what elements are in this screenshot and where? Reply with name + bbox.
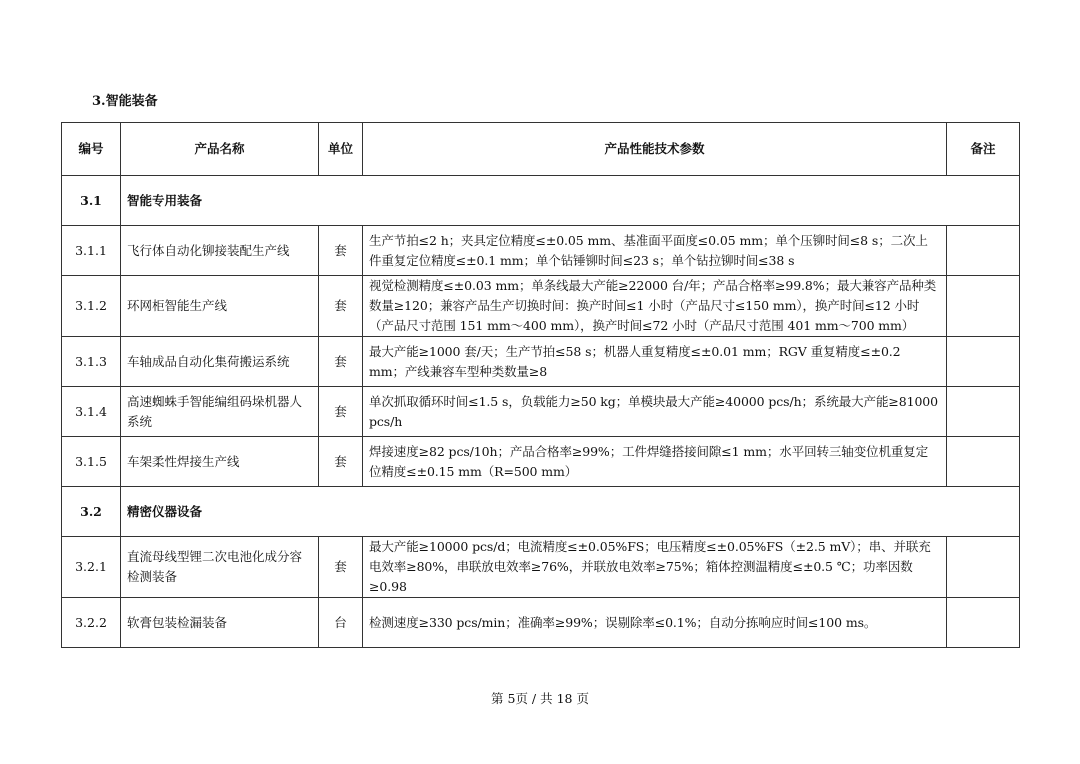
table-row xyxy=(62,276,1020,337)
category-row xyxy=(62,176,1020,226)
category-no: 3.2 xyxy=(62,487,121,537)
row-product-name: 环网柜智能生产线 xyxy=(121,276,319,337)
row-product-name: 车架柔性焊接生产线 xyxy=(121,437,319,487)
row-unit: 套 xyxy=(319,276,363,337)
row-no: 3.1.5 xyxy=(62,437,121,487)
row-spec: 最大产能≥1000 套/天；生产节拍≤58 s；机器人重复精度≤±0.01 mm；RGV 重复精度≤±0.2 mm；产线兼容车型种类数量≥8 xyxy=(363,337,947,387)
page-footer: 第 5页 / 共 18 页 xyxy=(491,691,589,706)
table-header-row xyxy=(62,123,1020,176)
category-row xyxy=(62,487,1020,537)
row-no: 3.1.4 xyxy=(62,387,121,437)
header-remark: 备注 xyxy=(947,123,1020,176)
row-unit: 套 xyxy=(319,537,363,598)
row-no: 3.2.1 xyxy=(62,537,121,598)
row-spec: 视觉检测精度≤±0.03 mm；单条线最大产能≥22000 台/年；产品合格率≥99.8%；最大兼容产品种类数量≥120；兼容产品生产切换时间：换产时间≤1 小时（产品尺寸≤150 mm），换产时间≤12 小时（产品尺寸范围 151 mm～400 mm），换产时间≤72 小时（产品尺寸范围 401 mm～700 mm） xyxy=(363,276,947,337)
section-heading: 3.智能装备 xyxy=(92,94,158,109)
row-remark xyxy=(947,276,1020,337)
header-no: 编号 xyxy=(62,123,121,176)
product-spec-table xyxy=(61,122,1020,648)
row-no: 3.2.2 xyxy=(62,598,121,648)
table-row xyxy=(62,226,1020,276)
row-remark xyxy=(947,387,1020,437)
row-remark xyxy=(947,226,1020,276)
row-product-name: 直流母线型锂二次电池化成分容检测装备 xyxy=(121,537,319,598)
row-unit: 套 xyxy=(319,387,363,437)
category-title: 精密仪器设备 xyxy=(121,487,1020,537)
table-row xyxy=(62,437,1020,487)
table-row xyxy=(62,537,1020,598)
row-remark xyxy=(947,337,1020,387)
row-unit: 套 xyxy=(319,337,363,387)
row-unit: 套 xyxy=(319,226,363,276)
row-product-name: 高速蜘蛛手智能编组码垛机器人系统 xyxy=(121,387,319,437)
table-row xyxy=(62,387,1020,437)
header-unit: 单位 xyxy=(319,123,363,176)
row-unit: 台 xyxy=(319,598,363,648)
row-no: 3.1.1 xyxy=(62,226,121,276)
row-spec: 单次抓取循环时间≤1.5 s，负载能力≥50 kg；单模块最大产能≥40000 pcs/h；系统最大产能≥81000 pcs/h xyxy=(363,387,947,437)
table-row xyxy=(62,598,1020,648)
table-row xyxy=(62,337,1020,387)
row-no: 3.1.2 xyxy=(62,276,121,337)
category-title: 智能专用装备 xyxy=(121,176,1020,226)
category-no: 3.1 xyxy=(62,176,121,226)
row-spec: 最大产能≥10000 pcs/d；电流精度≤±0.05%FS；电压精度≤±0.05%FS（±2.5 mV）；串、并联充电效率≥80%，串联放电效率≥76%，并联放电效率≥75%；箱体控测温精度≤±0.5 ℃；功率因数≥0.98 xyxy=(363,537,947,598)
row-spec: 检测速度≥330 pcs/min；准确率≥99%；误剔除率≤0.1%；自动分拣响应时间≤100 ms。 xyxy=(363,598,947,648)
row-remark xyxy=(947,437,1020,487)
row-remark xyxy=(947,598,1020,648)
row-unit: 套 xyxy=(319,437,363,487)
row-spec: 生产节拍≤2 h；夹具定位精度≤±0.05 mm、基准面平面度≤0.05 mm；单个压铆时间≤8 s；二次上件重复定位精度≤±0.1 mm；单个钻锤铆时间≤23 s；单个钻拉铆时间≤38 s xyxy=(363,226,947,276)
header-product-name: 产品名称 xyxy=(121,123,319,176)
row-spec: 焊接速度≥82 pcs/10h；产品合格率≥99%；工件焊缝搭接间隙≤1 mm；水平回转三轴变位机重复定位精度≤±0.15 mm（R=500 mm） xyxy=(363,437,947,487)
row-product-name: 飞行体自动化铆接装配生产线 xyxy=(121,226,319,276)
row-no: 3.1.3 xyxy=(62,337,121,387)
row-remark xyxy=(947,537,1020,598)
header-spec: 产品性能技术参数 xyxy=(363,123,947,176)
row-product-name: 车轴成品自动化集荷搬运系统 xyxy=(121,337,319,387)
row-product-name: 软膏包装检漏装备 xyxy=(121,598,319,648)
